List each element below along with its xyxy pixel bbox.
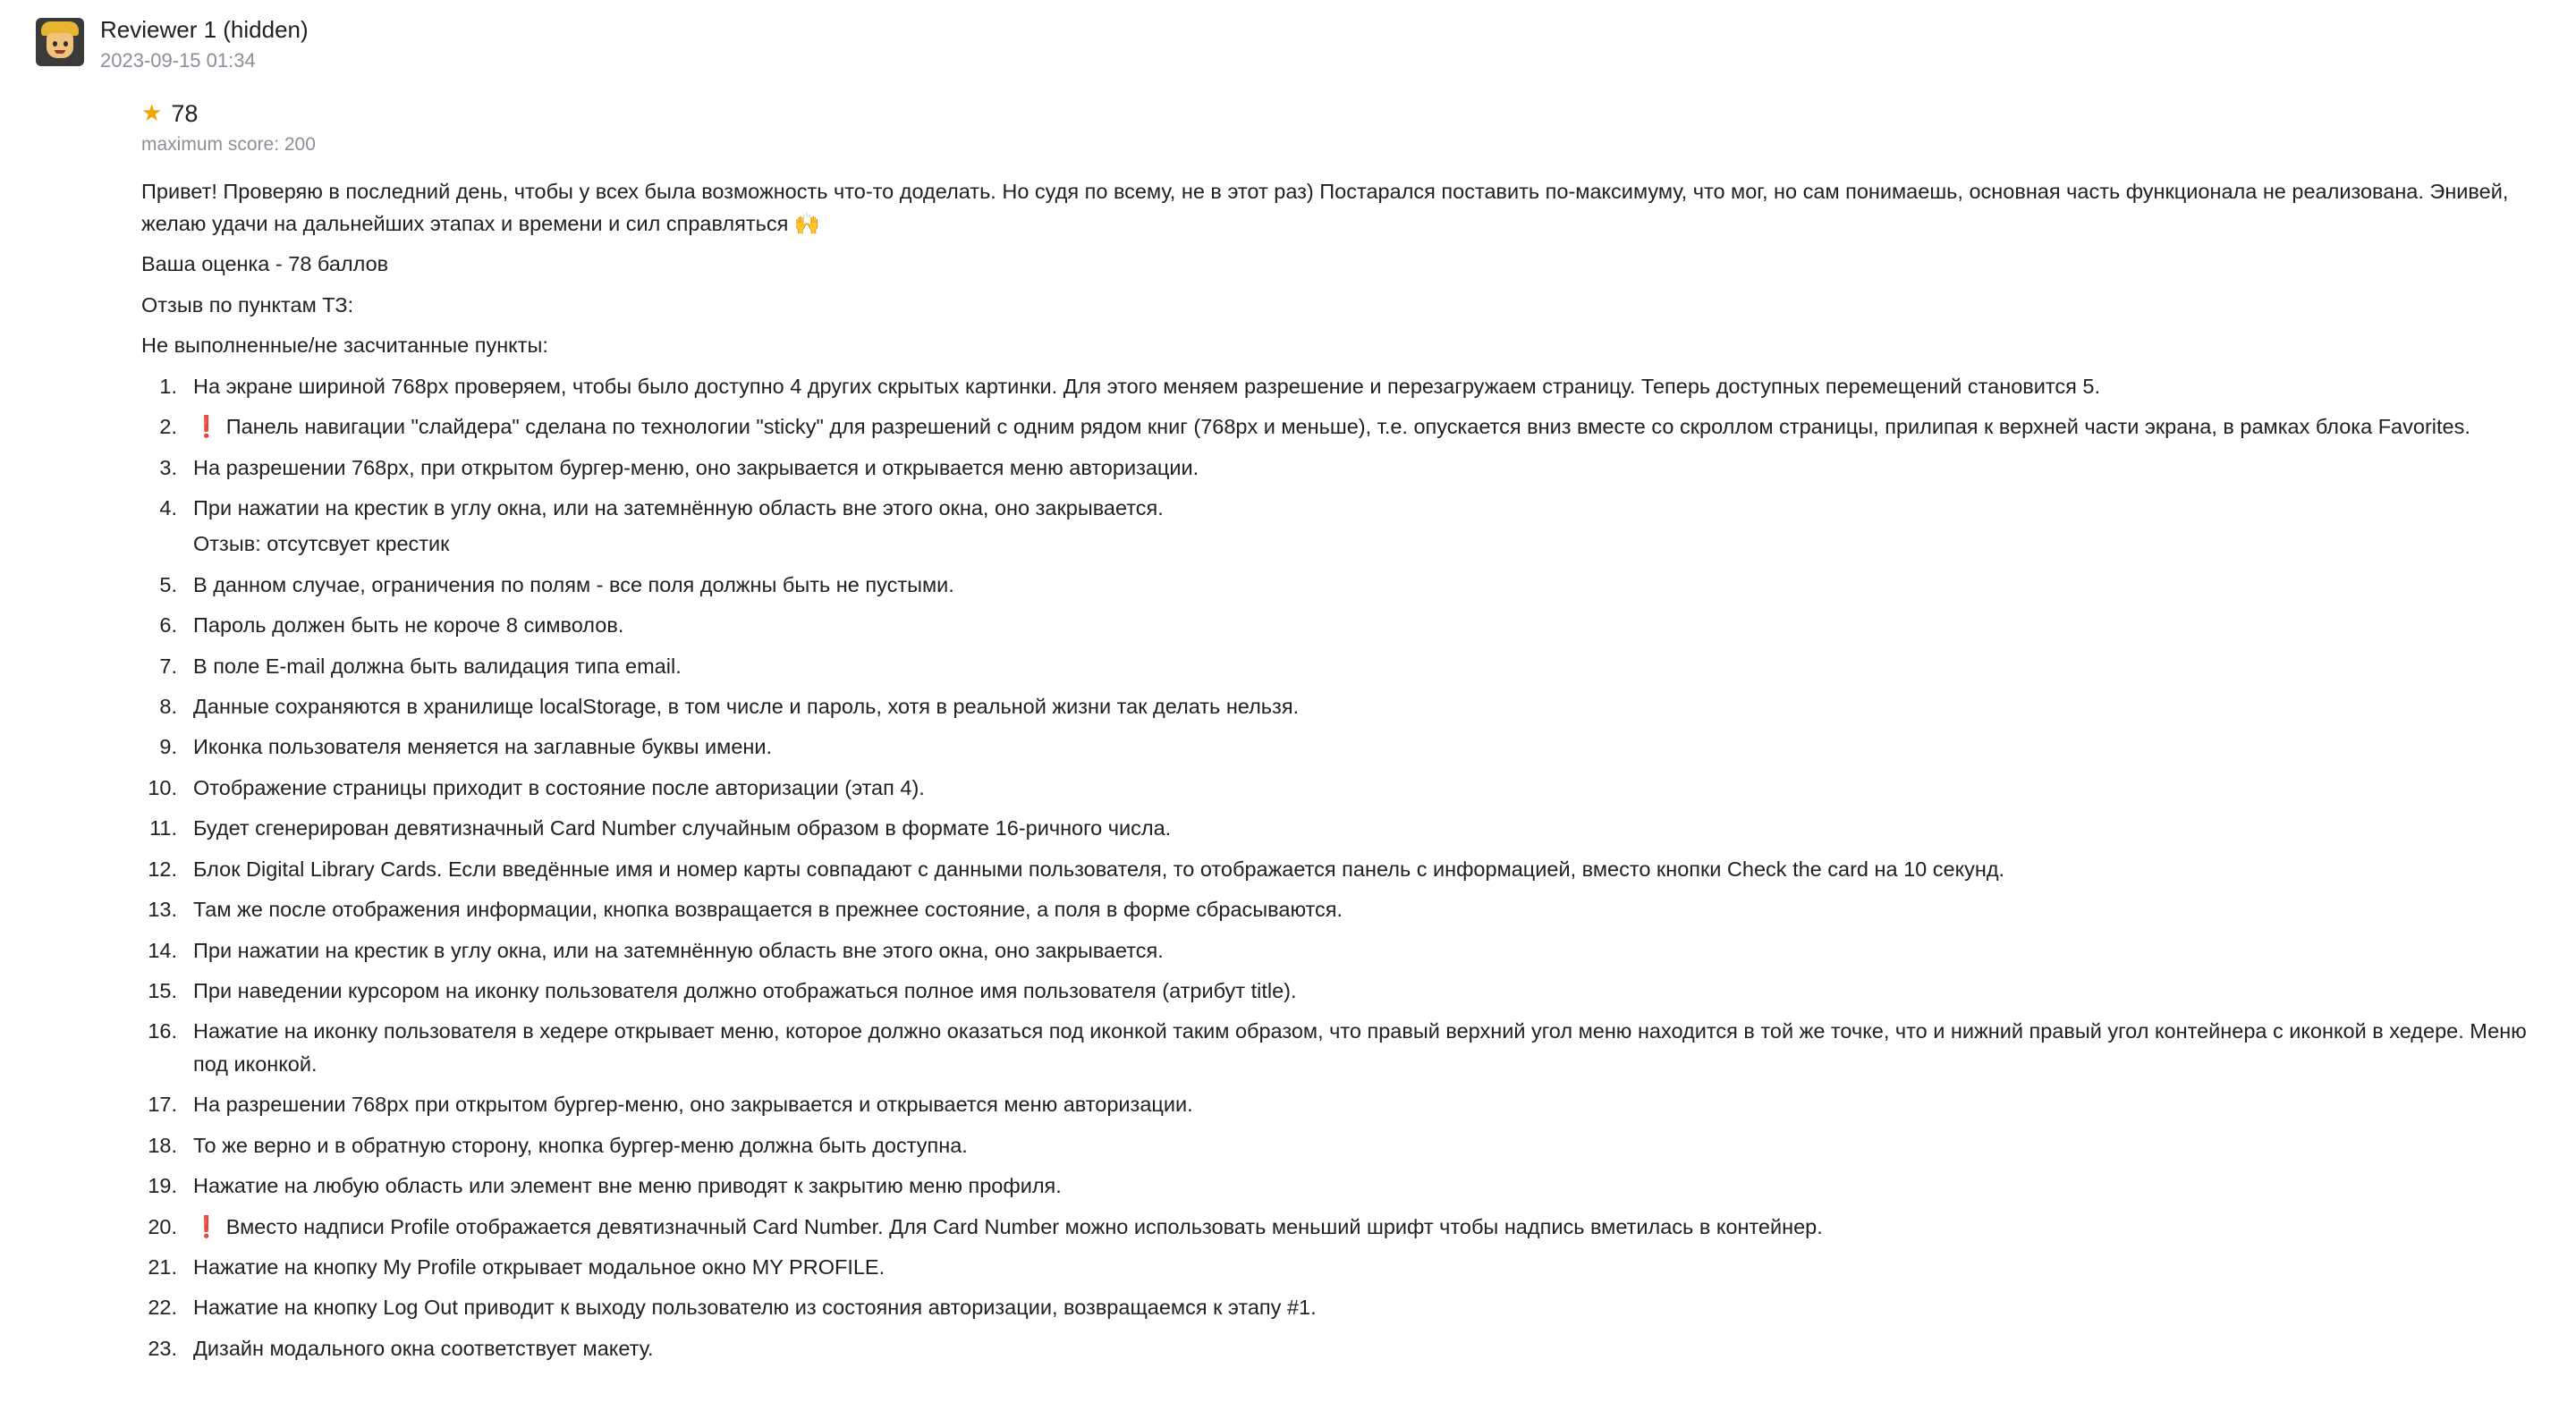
avatar-eye-left [53, 41, 57, 46]
list-item [141, 452, 2540, 484]
list-item-text: Будет сгенерирован девятизначный Card Number случайным образом в формате 16-ричного числа. [193, 816, 1172, 840]
list-item-text: Нажатие на кнопку My Profile открывает модальное окно MY PROFILE. [193, 1254, 886, 1279]
reviewer-name: Reviewer 1 (hidden) [100, 16, 309, 43]
score-block [141, 100, 2540, 156]
list-item-text: Нажатие на кнопку Log Out приводит к выходу пользователю из состояния авторизации, возвращаемся к этапу #1. [193, 1296, 1317, 1320]
list-item-text: Нажатие на любую область или элемент вне меню приводят к закрытию меню профиля. [193, 1174, 1062, 1198]
list-item-text: Нажатие на иконку пользователя в хедере открывает меню, которое должно оказаться под иконкой таким образом, что правый верхний угол меню находится в той же точке, что и нижний правый угол контейнера с иконкой в хедере. Меню под иконкой. [193, 1019, 2527, 1076]
section-title: Отзыв по пунктам ТЗ: [141, 292, 354, 317]
list-item [141, 1211, 2540, 1243]
list-item [141, 1088, 2540, 1120]
avatar-face [47, 33, 73, 58]
star-icon: ★ [141, 100, 163, 128]
avatar-eye-right [64, 41, 68, 46]
list-item [141, 1251, 2540, 1283]
checklist [141, 370, 2540, 1365]
list-item-text: Отображение страницы приходит в состояние после авторизации (этап 4). [193, 775, 925, 799]
list-item-text: На разрешении 768px, при открытом бургер-меню, оно закрывается и открывается меню авторизации. [193, 455, 1199, 479]
review-body [141, 175, 2540, 1365]
list-item [141, 410, 2540, 443]
review-date: 2023-09-15 01:34 [100, 49, 256, 72]
list-item [141, 569, 2540, 601]
list-item-text: Блок Digital Library Cards. Если введённые имя и номер карты совпадают с данными пользователя, то отображается панель с информацией, вместо кнопки Check the card на 10 секунд. [193, 857, 2005, 881]
list-item [141, 975, 2540, 1007]
list-item [141, 731, 2540, 763]
reviewer-info [100, 16, 309, 73]
list-item-text: При нажатии на крестик в углу окна, или на затемнённую область вне этого окна, оно закрывается. [193, 938, 1164, 962]
list-item [141, 650, 2540, 682]
list-item [141, 772, 2540, 804]
list-item [141, 609, 2540, 641]
list-item [141, 370, 2540, 402]
max-score-label: maximum score: 200 [141, 133, 316, 155]
list-item [141, 1332, 2540, 1364]
list-item-text: Дизайн модального окна соответствует макету. [193, 1336, 654, 1360]
list-item-text: Вместо надписи Profile отображается девятизначный Card Number. Для Card Number можно использовать меньший шрифт чтобы надпись вметилась в контейнер. [225, 1214, 1823, 1238]
list-item-text: При нажатии на крестик в углу окна, или на затемнённую область вне этого окна, оно закрывается. [193, 495, 1164, 519]
list-item [141, 934, 2540, 967]
list-item [141, 492, 2540, 561]
section-subtitle: Не выполненные/не засчитанные пункты: [141, 334, 548, 358]
list-item-text: В поле E-mail должна быть валидация типа email. [193, 654, 682, 678]
list-item [141, 1170, 2540, 1202]
list-item-text: То же верно и в обратную сторону, кнопка бургер-меню должна быть доступна. [193, 1133, 968, 1157]
list-item [141, 812, 2540, 844]
list-item-text: На разрешении 768px при открытом бургер-меню, оно закрывается и открывается меню авторизации. [193, 1093, 1193, 1117]
list-item-text: Пароль должен быть не короче 8 символов. [193, 613, 624, 638]
list-item [141, 853, 2540, 885]
list-item-text: Панель навигации "слайдера" сделана по технологии "sticky" для разрешений с одним рядом книг (768px и меньше), т.е. опускается вниз вместе со скроллом страницы, прилипая к верхней части экрана, в рамках блока Favorites. [225, 415, 2470, 439]
score-value: 78 [171, 99, 199, 127]
list-item [141, 1015, 2540, 1080]
score-row [141, 100, 2540, 128]
list-item [141, 1129, 2540, 1161]
list-item-text: При наведении курсором на иконку пользователя должно отображаться полное имя пользователя (атрибут title). [193, 979, 1297, 1003]
list-item-note: Отзыв: отсутсвует крестик [193, 532, 450, 556]
intro-paragraph: Привет! Проверяю в последний день, чтобы у всех была возможность что-то доделать. Но судя по всему, не в этот раз) Постарался поставить по-максимуму, что мог, но сам понимаешь, основная часть функционала не реализована. Энивей, желаю удачи на дальнейших этапах и времени и сил справляться 🙌 [141, 179, 2509, 235]
list-item-text: Данные сохраняются в хранилище localStorage, в том числе и пароль, хотя в реальной жизни так делать нельзя. [193, 695, 1300, 719]
list-item-text: Иконка пользователя меняется на заглавные буквы имени. [193, 735, 773, 759]
list-item [141, 893, 2540, 925]
list-item [141, 1291, 2540, 1323]
warning-icon: ❗ [193, 1213, 226, 1239]
list-item-text: На экране шириной 768px проверяем, чтобы было доступно 4 других скрытых картинки. Для этого меняем разрешение и перезагружаем страницу. Теперь доступных перемещений становится 5. [193, 374, 2100, 398]
list-item-text: В данном случае, ограничения по полям - все поля должны быть не пустыми. [193, 572, 954, 596]
list-item [141, 690, 2540, 722]
warning-icon: ❗ [193, 414, 226, 440]
score-sentence: Ваша оценка - 78 баллов [141, 252, 389, 276]
list-item-text: Там же после отображения информации, кнопка возвращается в прежнее состояние, а поля в форме сбрасываются. [193, 898, 1343, 922]
review-header [36, 16, 2540, 73]
avatar [36, 18, 84, 66]
